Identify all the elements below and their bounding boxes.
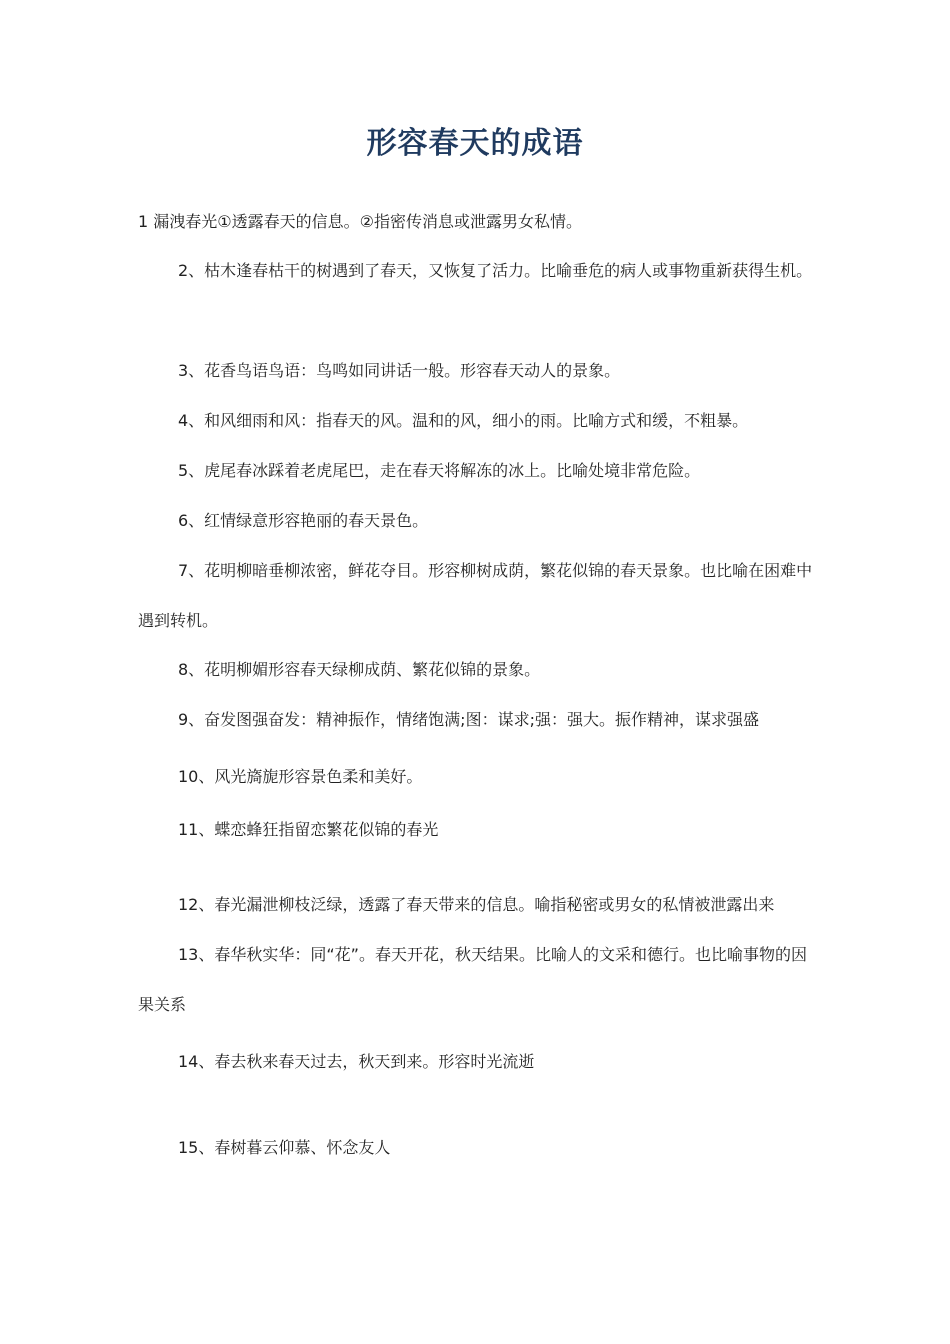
list-item-15: 15、春树暮云仰慕、怀念友人	[178, 1138, 391, 1157]
list-item-14: 14、春去秋来春天过去，秋天到来。形容时光流逝	[178, 1052, 535, 1071]
list-item-10: 10、风光旖旎形容景色柔和美好。	[178, 767, 423, 786]
list-item-4: 4、和风细雨和风：指春天的风。温和的风，细小的雨。比喻方式和缓，不粗暴。	[178, 411, 749, 430]
list-item-3: 3、花香鸟语鸟语：鸟鸣如同讲话一般。形容春天动人的景象。	[178, 361, 621, 380]
list-item-11: 11、蝶恋蜂狂指留恋繁花似锦的春光	[178, 820, 439, 839]
list-item-13: 13、春华秋实华：同“花”。春天开花，秋天结果。比喻人的文采和德行。也比喻事物的因果关系	[138, 945, 807, 1014]
list-item-12: 12、春光漏泄柳枝泛绿，透露了春天带来的信息。喻指秘密或男女的私情被泄露出来	[178, 895, 775, 914]
list-item-7: 7、花明柳暗垂柳浓密，鲜花夺目。形容柳树成荫，繁花似锦的春天景象。也比喻在困难中遇到转机。	[138, 561, 813, 630]
list-item-9: 9、奋发图强奋发：精神振作，情绪饱满;图：谋求;强：强大。振作精神，谋求强盛	[178, 710, 759, 729]
list-item-1: 1 漏洩春光①透露春天的信息。②指密传消息或泄露男女私情。	[138, 212, 582, 231]
list-item-8: 8、花明柳媚形容春天绿柳成荫、繁花似锦的景象。	[178, 660, 541, 679]
list-item-2: 2、枯木逢春枯干的树遇到了春天，又恢复了活力。比喻垂危的病人或事物重新获得生机。	[178, 261, 813, 280]
list-item-5: 5、虎尾春冰踩着老虎尾巴，走在春天将解冻的冰上。比喻处境非常危险。	[178, 461, 701, 480]
page-title: 形容春天的成语	[366, 126, 584, 161]
list-item-6: 6、红情绿意形容艳丽的春天景色。	[178, 511, 429, 530]
